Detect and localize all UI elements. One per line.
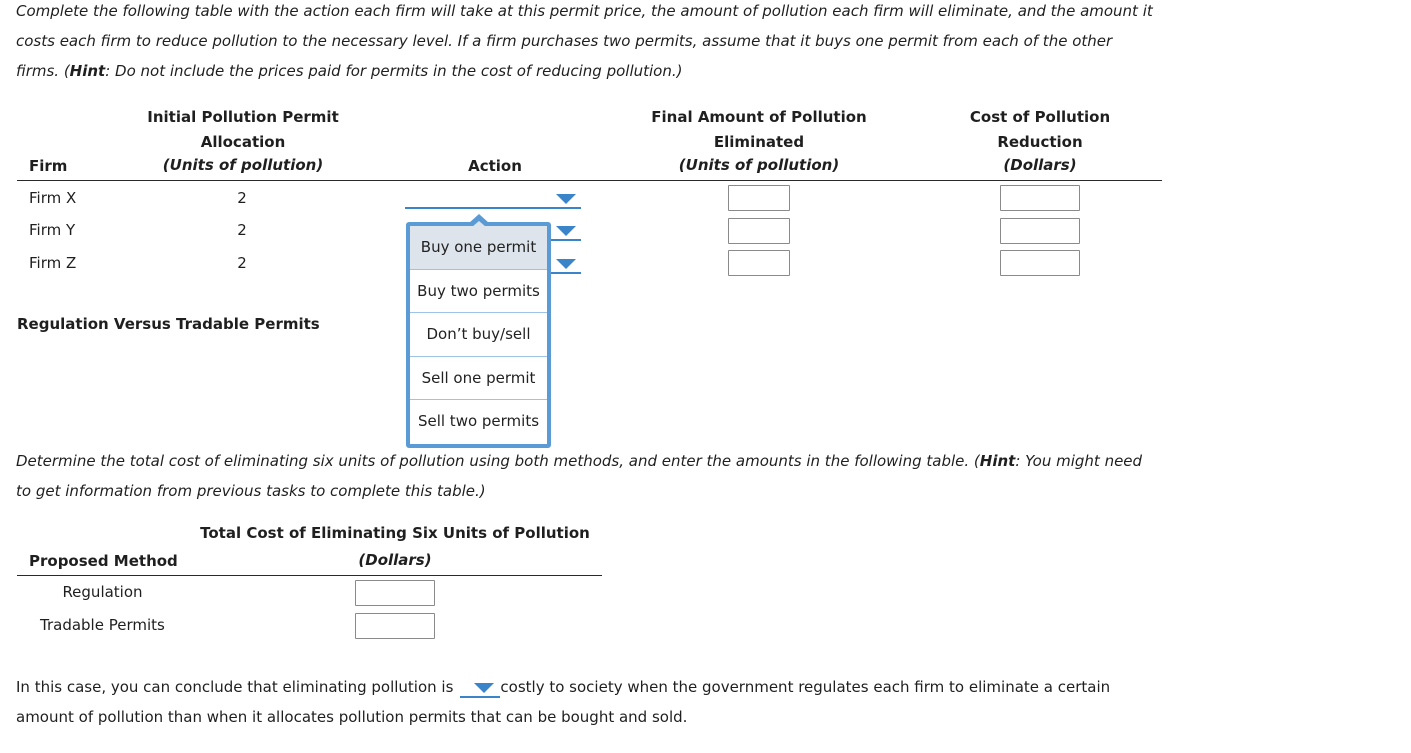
chevron-down-icon [556,226,576,236]
intro-paragraph [16,0,1396,86]
section2-line-1: Determine the total cost of eliminating six units of pollution using both methods, and enter the amounts in the following table. (Hint: You might need [16,452,1143,470]
firm-y-label: Firm Y [29,221,76,239]
header-firm: Firm [29,157,68,175]
method-tradable-permits-label: Tradable Permits [40,616,165,634]
tradable-permits-total-cost-input[interactable] [355,613,435,639]
header-cost-reduction-units: (Dollars) [1003,156,1077,174]
menu-item-dont-buy-sell[interactable]: Don’t buy/sell [410,313,547,357]
intro-line-1: Complete the following table with the action each firm will take at this permit price, the amount of pollution each firm will eliminate, and the amount it [16,2,1153,20]
hint-label: Hint [69,62,106,80]
firm-x-action-dropdown[interactable] [405,190,581,212]
firm-y-action-dropdown[interactable] [549,222,581,244]
conclusion-line-2: amount of pollution than when it allocates pollution permits that can be bought and sold. [16,708,688,726]
firm-y-allocation: 2 [237,221,247,239]
header-cost-reduction: Cost of Pollution Reduction [969,108,1111,151]
firm-z-final-amount-input[interactable] [728,250,790,276]
conclusion-dropdown[interactable] [460,679,500,701]
hint-label: Hint [979,452,1016,470]
section2-line-2: to get information from previous tasks to complete this table.) [16,482,486,500]
header-initial-allocation: Initial Pollution Permit Allocation [147,108,339,151]
firm-x-allocation: 2 [237,189,247,207]
firm-z-label: Firm Z [29,254,77,272]
header-final-amount-units: (Units of pollution) [678,156,840,174]
header-total-cost-units: (Dollars) [358,551,432,569]
firm-x-final-amount-input[interactable] [728,185,790,211]
regulation-total-cost-input[interactable] [355,580,435,606]
header-proposed-method: Proposed Method [29,552,178,570]
firm-z-allocation: 2 [237,254,247,272]
menu-item-sell-two-permits[interactable]: Sell two permits [417,412,540,431]
header-action: Action [468,157,522,175]
firm-z-cost-input[interactable] [1000,250,1080,276]
intro-line-3: firms. (Hint: Do not include the prices paid for permits in the cost of reducing pollution.) [16,62,683,80]
header-initial-allocation-units: (Units of pollution) [162,156,324,174]
header-final-amount: Final Amount of Pollution Eliminated [651,108,867,151]
table2-header-rule [17,575,602,576]
firm-y-final-amount-input[interactable] [728,218,790,244]
table1-header-rule [17,180,1162,181]
section2-paragraph [16,446,1396,506]
action-dropdown-menu [406,222,551,448]
firm-z-action-dropdown[interactable] [549,255,581,277]
intro-line-2: costs each firm to reduce pollution to the necessary level. If a firm purchases two permits, assume that it buys one permit from each of the other [16,32,1113,50]
chevron-down-icon [474,683,494,693]
method-regulation-label: Regulation [62,583,143,601]
menu-item-buy-one-permit[interactable]: Buy one permit [410,226,547,270]
chevron-down-icon [556,259,576,269]
firm-y-cost-input[interactable] [1000,218,1080,244]
conclusion-line-1: In this case, you can conclude that eliminating pollution is costly to society when the government regulates each firm to eliminate a certain [16,678,1111,696]
firm-x-label: Firm X [29,189,77,207]
header-total-cost: Total Cost of Eliminating Six Units of Pollution [200,524,590,542]
firm-x-cost-input[interactable] [1000,185,1080,211]
conclusion-paragraph [16,672,1396,732]
menu-item-sell-one-permit[interactable]: Sell one permit [410,357,547,401]
chevron-down-icon [556,194,576,204]
menu-item-buy-two-permits[interactable]: Buy two permits [410,270,547,314]
section-title-regulation-vs-permits: Regulation Versus Tradable Permits [17,315,320,333]
